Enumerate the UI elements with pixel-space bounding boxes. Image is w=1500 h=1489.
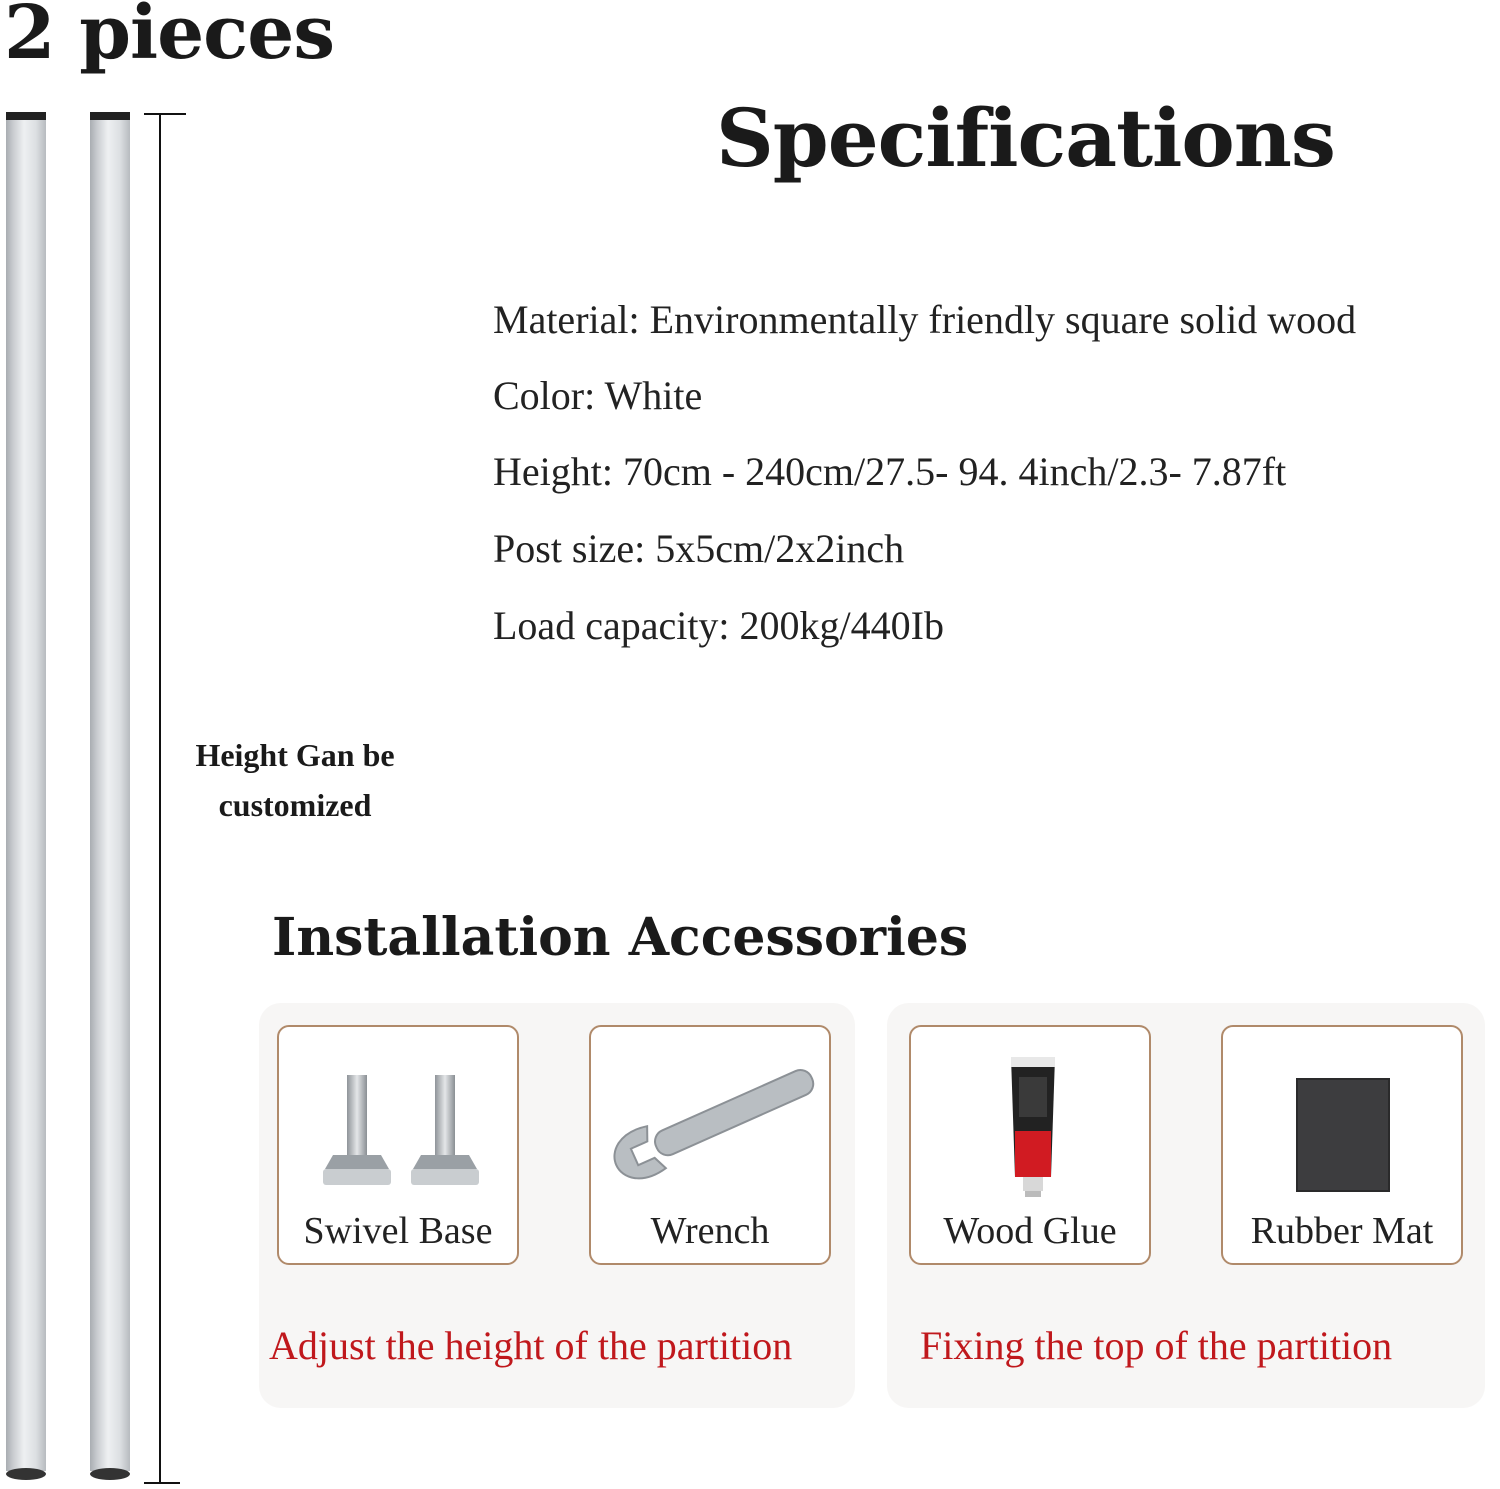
pieces-count-title: 2 pieces [4, 0, 334, 76]
swivel-base-icon [279, 1027, 521, 1207]
caption-fixing-top: Fixing the top of the partition [920, 1323, 1393, 1368]
accessory-label-wood-glue: Wood Glue [943, 1210, 1117, 1252]
accessory-label-rubber-mat: Rubber Mat [1250, 1210, 1434, 1252]
accessory-label-wrench: Wrench [650, 1210, 770, 1252]
height-note-line2: customized [218, 787, 372, 823]
wood-glue-icon [911, 1027, 1153, 1207]
caption-adjust-height: Adjust the height of the partition [269, 1323, 793, 1368]
accessory-card-swivel-base [277, 1025, 519, 1265]
specifications-title: Specifications [716, 91, 1335, 185]
spec-post-size: Post size: 5x5cm/2x2inch [493, 526, 905, 571]
rubber-mat-icon [1223, 1027, 1465, 1207]
wrench-icon [591, 1027, 833, 1207]
accessory-label-swivel-base: Swivel Base [303, 1210, 493, 1252]
spec-material: Material: Environmentally friendly square solid wood [493, 297, 1357, 342]
spec-height: Height: 70cm - 240cm/27.5- 94. 4inch/2.3- 7.87ft [493, 449, 1287, 494]
accessory-card-wood-glue [909, 1025, 1151, 1265]
installation-accessories-title: Installation Accessories [272, 907, 969, 968]
accessory-card-wrench [589, 1025, 831, 1265]
accessory-card-rubber-mat [1221, 1025, 1463, 1265]
height-customizable-note [170, 730, 420, 830]
post-right [90, 112, 130, 1480]
spec-load-capacity: Load capacity: 200kg/440Ib [493, 603, 944, 648]
height-note-line1: Height Gan be [195, 737, 395, 773]
post-left [6, 112, 46, 1480]
spec-color: Color: White [493, 373, 703, 418]
